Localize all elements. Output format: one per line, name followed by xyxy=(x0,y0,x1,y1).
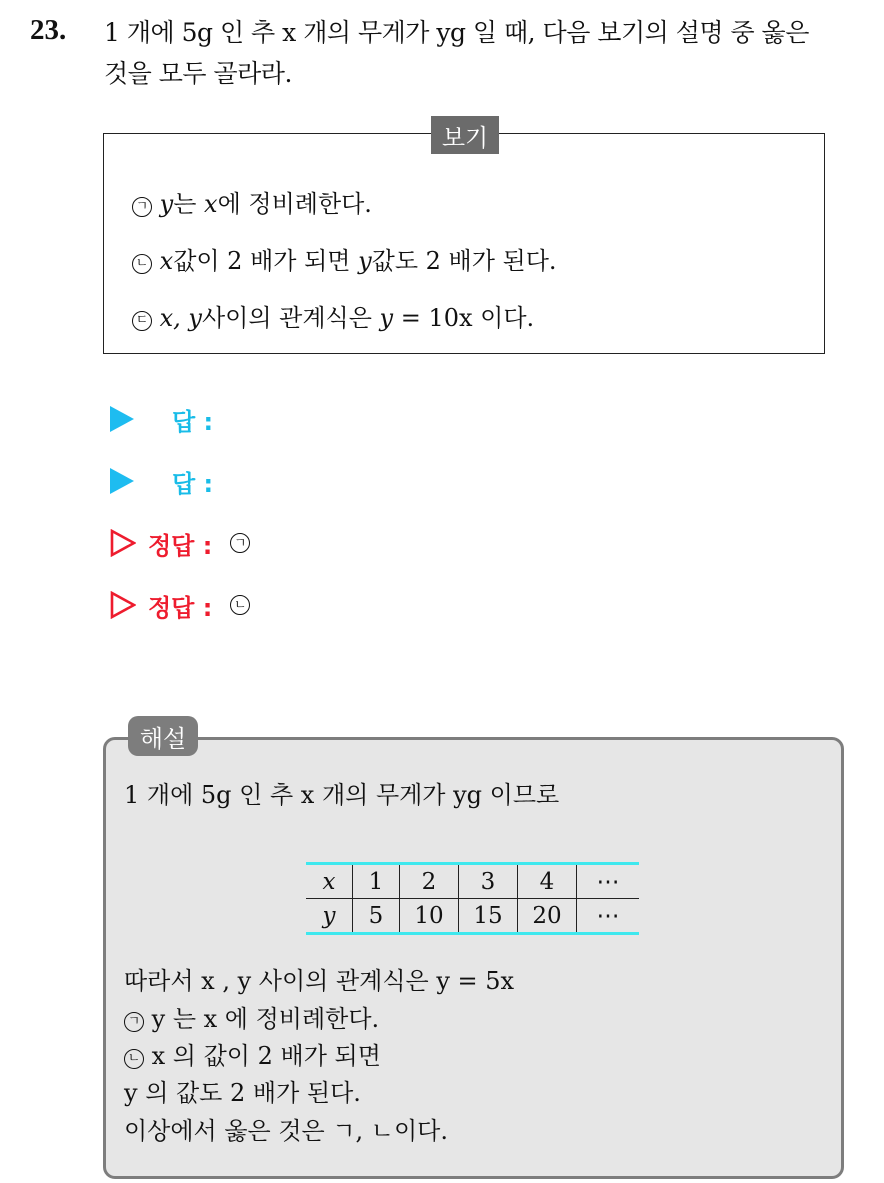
circled-nieun-icon: ㄴ xyxy=(132,254,152,274)
bogi-item-var: x, y xyxy=(159,304,202,332)
bogi-item-text: 는 xyxy=(173,190,205,218)
bogi-item-var: x xyxy=(159,247,174,275)
correct-answer-label: 정답 : xyxy=(148,531,213,560)
question-text xyxy=(104,12,874,94)
circled-giyeok-icon: ㄱ xyxy=(124,1012,144,1032)
solution-line-text: y 는 x 에 정비례한다. xyxy=(151,1005,380,1033)
table-cell: y xyxy=(306,899,353,934)
solution-line xyxy=(124,999,379,1034)
bogi-item-3 xyxy=(132,298,534,333)
bogi-item-var: y xyxy=(159,190,174,218)
table-row xyxy=(306,899,639,934)
outline-triangle-icon xyxy=(110,591,136,619)
circled-nieun-icon: ㄴ xyxy=(124,1049,144,1069)
table-cell: 10 xyxy=(400,899,459,934)
bogi-item-text2: 값도 2 배가 된다. xyxy=(371,247,557,275)
solution-intro: 1 개에 5g 인 추 x 개의 무게가 yg 이므로 xyxy=(124,781,560,809)
table-cell: 5 xyxy=(353,899,400,934)
circled-giyeok-icon: ㄱ xyxy=(132,197,152,217)
correct-answer-label: 정답 : xyxy=(148,593,213,622)
table-cell: ⋯ xyxy=(577,899,640,934)
table-cell: 2 xyxy=(400,864,459,899)
circled-digeut-icon: ㄷ xyxy=(132,311,152,331)
solution-tag: 해설 xyxy=(128,716,198,756)
correct-answer-2 xyxy=(110,587,250,623)
table-cell: 4 xyxy=(518,864,577,899)
question-text-line1: 1 개에 5g 인 추 x 개의 무게가 yg 일 때, 다음 보기의 설명 중 옳은 xyxy=(104,18,809,47)
solution-line: y 의 값도 2 배가 된다. xyxy=(124,1079,361,1107)
question-number: 23. xyxy=(30,14,67,46)
circled-giyeok-icon: ㄱ xyxy=(230,533,250,553)
bogi-item-var2: x xyxy=(204,190,218,218)
bogi-item-text2: 에 정비례한다. xyxy=(217,190,372,218)
bogi-item-2 xyxy=(132,241,557,276)
circled-nieun-icon: ㄴ xyxy=(230,595,250,615)
table-cell: 20 xyxy=(518,899,577,934)
table-cell: 3 xyxy=(459,864,518,899)
solution-conclusion: 이상에서 옳은 것은 ㄱ, ㄴ이다. xyxy=(124,1117,448,1145)
answer-label: 답 : xyxy=(172,407,214,436)
filled-triangle-icon xyxy=(110,468,134,494)
correct-answer-1 xyxy=(110,525,250,561)
table-cell: 15 xyxy=(459,899,518,934)
filled-triangle-icon xyxy=(110,406,134,432)
bogi-item-text2: = 10x 이다. xyxy=(393,304,535,332)
table-cell: 1 xyxy=(353,864,400,899)
answer-blank-1 xyxy=(110,401,213,437)
bogi-tag: 보기 xyxy=(431,116,499,154)
solution-line-text: x 의 값이 2 배가 되면 xyxy=(151,1042,381,1070)
outline-triangle-icon xyxy=(110,529,136,557)
table-cell: ⋯ xyxy=(577,864,640,899)
question-text-line2: 것을 모두 골라라. xyxy=(104,59,292,88)
solution-line xyxy=(124,1036,381,1071)
answer-label: 답 : xyxy=(172,469,214,498)
solution-relation: 따라서 x , y 사이의 관계식은 y = 5x xyxy=(124,967,515,995)
bogi-item-text: 값이 2 배가 되면 xyxy=(173,247,359,275)
table-cell: x xyxy=(306,864,353,899)
answer-blank-2 xyxy=(110,463,213,499)
bogi-item-var2: y xyxy=(358,247,372,275)
value-table xyxy=(306,862,639,935)
bogi-item-1 xyxy=(132,184,372,219)
table-row xyxy=(306,864,639,899)
bogi-item-text: 사이의 관계식은 xyxy=(202,304,380,332)
bogi-item-var2: y xyxy=(379,304,394,332)
